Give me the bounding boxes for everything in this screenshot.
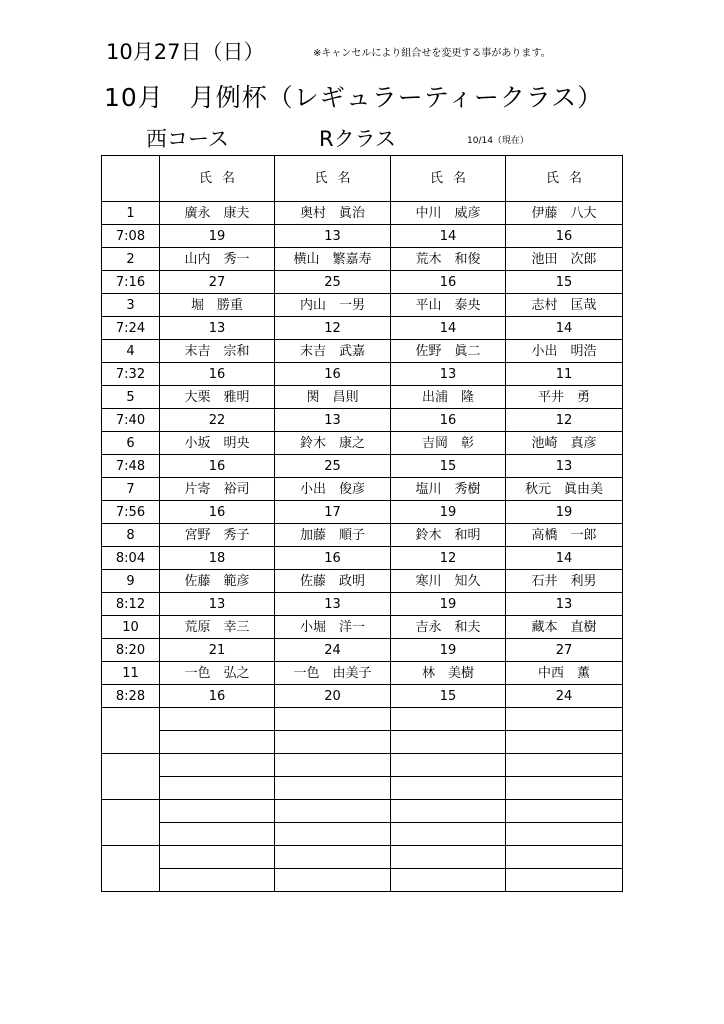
tee-time: 7:08 <box>102 225 160 248</box>
empty-cell <box>160 777 275 800</box>
empty-cell <box>275 754 391 777</box>
player-handicap: 13 <box>506 455 623 478</box>
column-header <box>506 156 623 202</box>
player-name: 小坂 明央 <box>160 432 275 455</box>
empty-cell <box>506 869 623 892</box>
player-name: 荒木 和俊 <box>391 248 506 271</box>
group-number: 7 <box>102 478 160 501</box>
empty-cell <box>275 708 391 731</box>
empty-cell <box>506 777 623 800</box>
tee-time: 7:56 <box>102 501 160 524</box>
player-name: 山内 秀一 <box>160 248 275 271</box>
player-handicap: 15 <box>391 685 506 708</box>
empty-row <box>102 800 623 823</box>
empty-cell <box>391 777 506 800</box>
column-header <box>160 156 275 202</box>
player-handicap: 22 <box>160 409 275 432</box>
tee-time: 7:16 <box>102 271 160 294</box>
cancellation-note: ※キャンセルにより組合せを変更する事があります。 <box>313 48 551 59</box>
empty-row <box>102 869 623 892</box>
player-name: 林 美樹 <box>391 662 506 685</box>
empty-cell <box>160 800 275 823</box>
player-name: 平山 泰央 <box>391 294 506 317</box>
player-name: 佐藤 範彦 <box>160 570 275 593</box>
column-header-label: 氏名 <box>314 171 361 186</box>
player-name: 鈴木 康之 <box>275 432 391 455</box>
player-handicap: 19 <box>391 593 506 616</box>
player-handicap: 13 <box>275 409 391 432</box>
player-handicap: 16 <box>160 501 275 524</box>
player-handicap: 11 <box>506 363 623 386</box>
group-row-handicaps <box>102 501 623 524</box>
player-handicap: 17 <box>275 501 391 524</box>
empty-cell <box>391 823 506 846</box>
group-row-names <box>102 340 623 363</box>
empty-group-cell <box>102 754 160 800</box>
course-name: 西コース <box>146 127 229 151</box>
group-row-handicaps <box>102 593 623 616</box>
empty-group-cell <box>102 800 160 846</box>
empty-cell <box>160 846 275 869</box>
empty-cell <box>160 754 275 777</box>
group-number: 8 <box>102 524 160 547</box>
empty-cell <box>506 846 623 869</box>
empty-cell <box>506 708 623 731</box>
group-row-handicaps <box>102 547 623 570</box>
player-handicap: 12 <box>506 409 623 432</box>
empty-cell <box>391 731 506 754</box>
player-handicap: 16 <box>391 271 506 294</box>
tee-time: 7:24 <box>102 317 160 340</box>
player-handicap: 16 <box>160 455 275 478</box>
empty-cell <box>391 754 506 777</box>
empty-row <box>102 823 623 846</box>
player-handicap: 13 <box>160 317 275 340</box>
player-name: 宮野 秀子 <box>160 524 275 547</box>
tee-time: 7:40 <box>102 409 160 432</box>
player-handicap: 14 <box>391 225 506 248</box>
group-row-names <box>102 570 623 593</box>
as-of-date: 10/14（現在） <box>467 136 529 146</box>
player-name: 石井 利男 <box>506 570 623 593</box>
player-name: 一色 弘之 <box>160 662 275 685</box>
group-row-names <box>102 202 623 225</box>
player-name: 中川 威彦 <box>391 202 506 225</box>
player-handicap: 14 <box>391 317 506 340</box>
player-name: 平井 勇 <box>506 386 623 409</box>
tee-time: 7:48 <box>102 455 160 478</box>
empty-cell <box>506 823 623 846</box>
player-handicap: 15 <box>391 455 506 478</box>
group-row-names <box>102 616 623 639</box>
empty-row <box>102 846 623 869</box>
column-header <box>275 156 391 202</box>
group-number: 3 <box>102 294 160 317</box>
empty-cell <box>275 777 391 800</box>
player-handicap: 16 <box>275 547 391 570</box>
group-row-names <box>102 386 623 409</box>
empty-cell <box>275 869 391 892</box>
group-row-handicaps <box>102 685 623 708</box>
player-handicap: 19 <box>506 501 623 524</box>
empty-cell <box>275 846 391 869</box>
group-row-handicaps <box>102 271 623 294</box>
group-number: 9 <box>102 570 160 593</box>
empty-cell <box>160 708 275 731</box>
player-name: 塩川 秀樹 <box>391 478 506 501</box>
group-row-handicaps <box>102 639 623 662</box>
player-name: 小堀 洋一 <box>275 616 391 639</box>
player-name: 出浦 隆 <box>391 386 506 409</box>
player-handicap: 18 <box>160 547 275 570</box>
tee-time: 8:12 <box>102 593 160 616</box>
player-handicap: 14 <box>506 317 623 340</box>
tee-time: 8:20 <box>102 639 160 662</box>
player-handicap: 19 <box>391 639 506 662</box>
player-handicap: 19 <box>160 225 275 248</box>
player-handicap: 13 <box>160 593 275 616</box>
empty-cell <box>275 823 391 846</box>
empty-cell <box>391 846 506 869</box>
pairing-table-body <box>102 156 623 892</box>
group-number: 2 <box>102 248 160 271</box>
page-title: 10月 月例杯（レギュラーティークラス） <box>104 83 604 112</box>
group-number: 5 <box>102 386 160 409</box>
group-number: 11 <box>102 662 160 685</box>
player-name: 末吉 武嘉 <box>275 340 391 363</box>
group-number: 4 <box>102 340 160 363</box>
player-name: 内山 一男 <box>275 294 391 317</box>
group-row-names <box>102 662 623 685</box>
player-handicap: 27 <box>160 271 275 294</box>
player-handicap: 16 <box>506 225 623 248</box>
player-name: 小出 俊彦 <box>275 478 391 501</box>
player-name: 池崎 真彦 <box>506 432 623 455</box>
player-handicap: 13 <box>506 593 623 616</box>
player-handicap: 12 <box>391 547 506 570</box>
tee-time: 7:32 <box>102 363 160 386</box>
player-name: 秋元 眞由美 <box>506 478 623 501</box>
player-name: 片寄 裕司 <box>160 478 275 501</box>
player-name: 横山 繁嘉寿 <box>275 248 391 271</box>
empty-cell <box>506 754 623 777</box>
player-handicap: 15 <box>506 271 623 294</box>
player-handicap: 16 <box>160 363 275 386</box>
player-name: 池田 次郎 <box>506 248 623 271</box>
empty-cell <box>391 869 506 892</box>
group-row-handicaps <box>102 225 623 248</box>
group-row-names <box>102 248 623 271</box>
empty-cell <box>506 731 623 754</box>
empty-cell <box>391 708 506 731</box>
player-handicap: 13 <box>275 225 391 248</box>
empty-group-cell <box>102 708 160 754</box>
empty-row <box>102 777 623 800</box>
player-name: 志村 匡哉 <box>506 294 623 317</box>
column-header-label: 氏名 <box>429 171 476 186</box>
group-row-names <box>102 294 623 317</box>
empty-cell <box>160 869 275 892</box>
class-name: Rクラス <box>319 127 396 151</box>
player-name: 末吉 宗和 <box>160 340 275 363</box>
group-number: 1 <box>102 202 160 225</box>
group-row-handicaps <box>102 317 623 340</box>
player-name: 高橋 一郎 <box>506 524 623 547</box>
player-name: 加藤 順子 <box>275 524 391 547</box>
header-row <box>102 156 623 202</box>
player-name: 一色 由美子 <box>275 662 391 685</box>
player-handicap: 21 <box>160 639 275 662</box>
group-row-names <box>102 432 623 455</box>
empty-cell <box>391 800 506 823</box>
tee-time: 8:04 <box>102 547 160 570</box>
player-handicap: 13 <box>391 363 506 386</box>
empty-row <box>102 708 623 731</box>
player-handicap: 27 <box>506 639 623 662</box>
player-name: 吉永 和夫 <box>391 616 506 639</box>
player-name: 廣永 康夫 <box>160 202 275 225</box>
empty-cell <box>275 800 391 823</box>
group-number: 10 <box>102 616 160 639</box>
player-handicap: 16 <box>391 409 506 432</box>
player-name: 伊藤 八大 <box>506 202 623 225</box>
group-row-handicaps <box>102 409 623 432</box>
column-header-label: 氏名 <box>198 171 245 186</box>
empty-row <box>102 731 623 754</box>
empty-row <box>102 754 623 777</box>
player-name: 佐野 眞二 <box>391 340 506 363</box>
group-row-handicaps <box>102 455 623 478</box>
group-row-names <box>102 478 623 501</box>
player-handicap: 24 <box>275 639 391 662</box>
player-handicap: 25 <box>275 271 391 294</box>
player-handicap: 13 <box>275 593 391 616</box>
player-handicap: 25 <box>275 455 391 478</box>
player-handicap: 24 <box>506 685 623 708</box>
empty-cell <box>160 731 275 754</box>
player-name: 堀 勝重 <box>160 294 275 317</box>
player-handicap: 12 <box>275 317 391 340</box>
player-handicap: 20 <box>275 685 391 708</box>
group-number: 6 <box>102 432 160 455</box>
column-header <box>391 156 506 202</box>
player-name: 吉岡 彰 <box>391 432 506 455</box>
player-name: 鈴木 和明 <box>391 524 506 547</box>
player-name: 寒川 知久 <box>391 570 506 593</box>
player-name: 中西 薫 <box>506 662 623 685</box>
pairing-table <box>101 155 623 892</box>
player-name: 佐藤 政明 <box>275 570 391 593</box>
player-handicap: 19 <box>391 501 506 524</box>
empty-cell <box>506 800 623 823</box>
player-handicap: 14 <box>506 547 623 570</box>
group-row-names <box>102 524 623 547</box>
player-name: 関 昌則 <box>275 386 391 409</box>
empty-cell <box>275 731 391 754</box>
event-date: 10月27日（日） <box>106 40 265 64</box>
player-handicap: 16 <box>160 685 275 708</box>
empty-cell <box>160 823 275 846</box>
column-header-label: 氏名 <box>545 171 592 186</box>
empty-group-cell <box>102 846 160 892</box>
player-name: 藏本 直樹 <box>506 616 623 639</box>
player-handicap: 16 <box>275 363 391 386</box>
player-name: 荒原 幸三 <box>160 616 275 639</box>
group-row-handicaps <box>102 363 623 386</box>
player-name: 小出 明浩 <box>506 340 623 363</box>
tee-time: 8:28 <box>102 685 160 708</box>
player-name: 奥村 眞治 <box>275 202 391 225</box>
header-corner-cell <box>102 156 160 202</box>
player-name: 大栗 雅明 <box>160 386 275 409</box>
